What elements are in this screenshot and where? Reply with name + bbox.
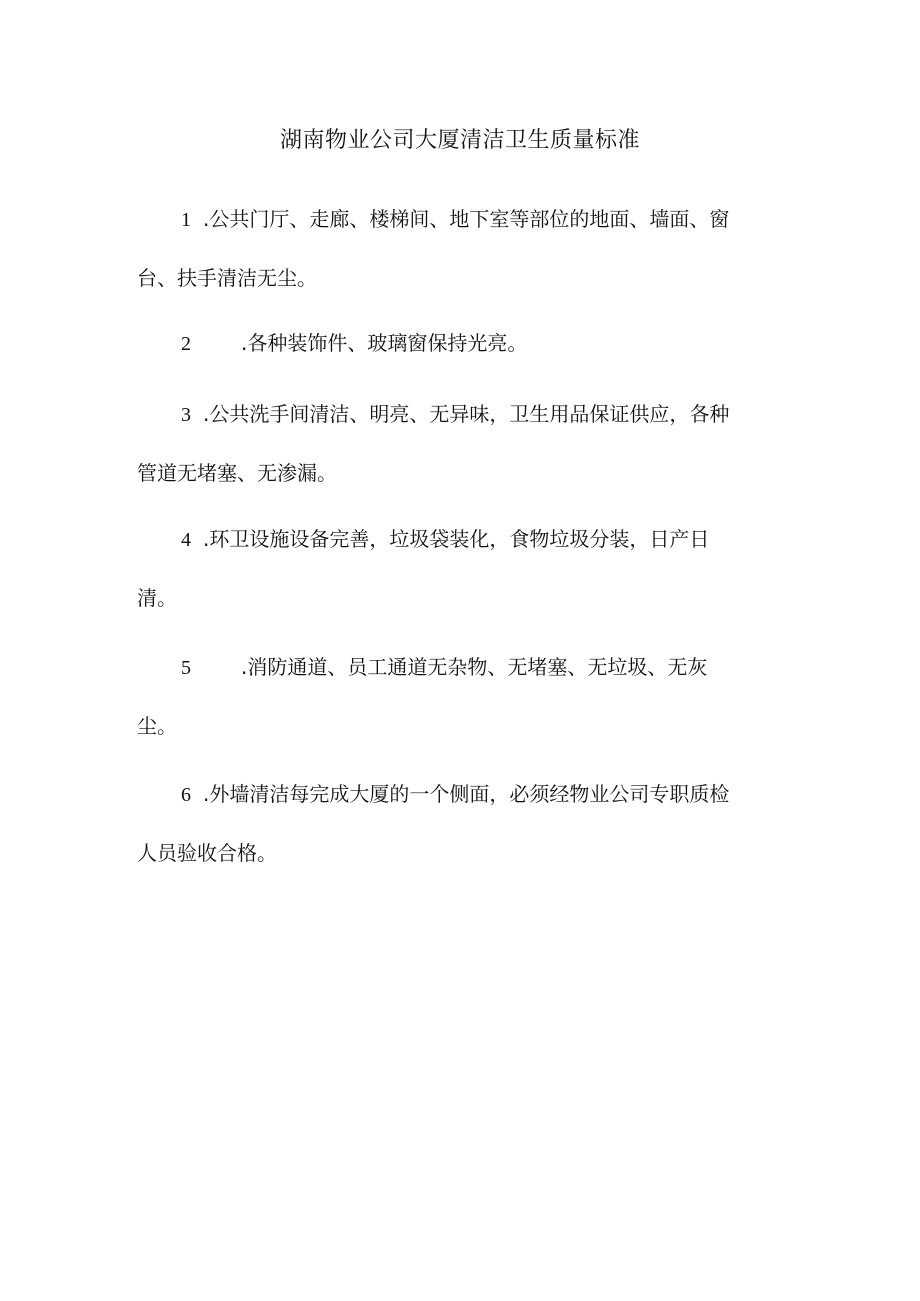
item-continuation-line: 管道无堵塞、无渗漏。 bbox=[137, 461, 337, 485]
item-number: 4 bbox=[181, 529, 191, 551]
item-continuation-line: 台、扶手清洁无尘。 bbox=[137, 266, 317, 290]
item-text: .环卫设施设备完善，垃圾袋装化，食物垃圾分装，日产日 bbox=[203, 527, 710, 551]
standard-item-4 bbox=[137, 510, 787, 627]
item-first-line bbox=[137, 638, 787, 697]
standard-item-6 bbox=[137, 765, 787, 882]
item-text: .外墙清洁每完成大厦的一个侧面，必须经物业公司专职质检 bbox=[203, 782, 730, 806]
item-continuation-line: 人员验收合格。 bbox=[137, 841, 277, 865]
item-number: 6 bbox=[181, 784, 191, 806]
item-text: .各种装饰件、玻璃窗保持光亮。 bbox=[241, 331, 528, 355]
item-text: .消防通道、员工通道无杂物、无堵塞、无垃圾、无灰 bbox=[241, 655, 708, 679]
standard-item-1 bbox=[137, 190, 787, 307]
item-continuation-line: 清。 bbox=[137, 586, 177, 610]
item-first-line bbox=[137, 765, 787, 824]
page-title: 湖南物业公司大厦清洁卫生质量标准 bbox=[279, 128, 640, 153]
item-first-line bbox=[137, 314, 787, 373]
standard-item-5 bbox=[137, 638, 787, 755]
item-first-line bbox=[137, 190, 787, 249]
item-number: 2 bbox=[181, 333, 191, 355]
item-text: .公共洗手间清洁、明亮、无异味，卫生用品保证供应，各种 bbox=[203, 402, 730, 426]
item-text: .公共门厅、走廊、楼梯间、地下室等部位的地面、墙面、窗 bbox=[203, 207, 730, 231]
standard-item-3 bbox=[137, 385, 787, 502]
item-first-line bbox=[137, 385, 787, 444]
item-first-line bbox=[137, 510, 787, 569]
item-number: 5 bbox=[181, 657, 191, 679]
item-number: 1 bbox=[181, 209, 191, 231]
item-continuation-line: 尘。 bbox=[137, 714, 177, 738]
item-number: 3 bbox=[181, 404, 191, 426]
standard-item-2 bbox=[137, 314, 787, 373]
